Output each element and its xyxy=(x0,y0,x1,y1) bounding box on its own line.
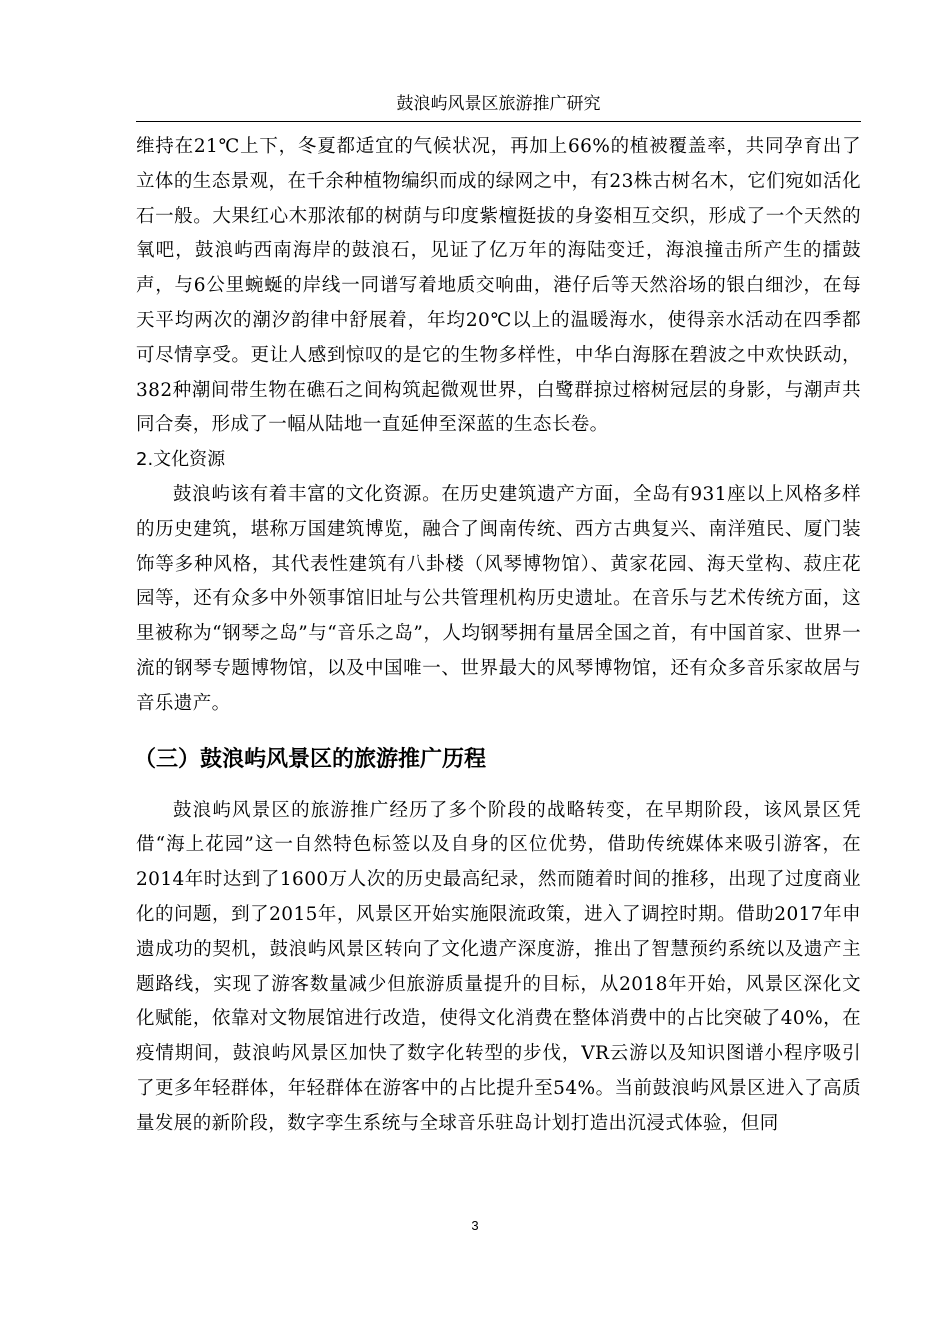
subheading-culture: 2.文化资源 xyxy=(136,449,226,471)
paragraph-culture: 鼓浪屿该有着丰富的文化资源。在历史建筑遗产方面，全岛有931座以上风格多样的历史建筑，堪称万国建筑博览，融合了闽南传统、西方古典复兴、南洋殖民、厦门装饰等多种风格，其代表性建筑有八卦楼（风琴博物馆）、黄家花园、海天堂构、菽庄花园等，还有众多中外领事馆旧址与公共管理机构历史遗址。在音乐与艺术传统方面，这里被称为“钢琴之岛”与“音乐之岛”，人均钢琴拥有量居全国之首，有中国首家、世界一流的钢琴专题博物馆，以及中国唯一、世界最大的风琴博物馆，还有众多音乐家故居与音乐遗产。 xyxy=(136,483,861,714)
page-number: 3 xyxy=(471,1218,479,1233)
header-rule xyxy=(136,121,861,122)
document-body xyxy=(136,130,861,1142)
running-header: 鼓浪屿风景区旅游推广研究 xyxy=(396,94,601,114)
paragraph-ecology: 维持在21℃上下，冬夏都适宜的气候状况，再加上66%的植被覆盖率，共同孕育出了立体的生态景观，在千余种植物编织而成的绿网之中，有23株古树名木，它们宛如活化石一般。大果红心木那浓郁的树荫与印度紫檀挺拔的身姿相互交织，形成了一个天然的氧吧，鼓浪屿西南海岸的鼓浪石，见证了亿万年的海陆变迁，海浪撞击所产生的擂鼓声，与6公里蜿蜒的岸线一同谱写着地质交响曲，港仔后等天然浴场的银白细沙，在每天平均两次的潮汐韵律中舒展着，年均20℃以上的温暖海水，使得亲水活动在四季都可尽情享受。更让人感到惊叹的是它的生物多样性，中华白海豚在碧波之中欢快跃动，382种潮间带生物在礁石之间构筑起微观世界，白鹭群掠过榕树冠层的身影，与潮声共同合奏，形成了一幅从陆地一直延伸至深蓝的生态长卷。 xyxy=(136,136,861,436)
section-heading-promotion: （三）鼓浪屿风景区的旅游推广历程 xyxy=(134,746,487,772)
paragraph-promotion: 鼓浪屿风景区的旅游推广经历了多个阶段的战略转变，在早期阶段，该风景区凭借“海上花园”这一自然特色标签以及自身的区位优势，借助传统媒体来吸引游客，在2014年时达到了1600万人次的历史最高纪录，然而随着时间的推移，出现了过度商业化的问题，到了2015年，风景区开始实施限流政策，进入了调控时期。借助2017年申遗成功的契机，鼓浪屿风景区转向了文化遗产深度游，推出了智慧预约系统以及遗产主题路线，实现了游客数量减少但旅游质量提升的目标，从2018年开始，风景区深化文化赋能，依靠对文物展馆进行改造，使得文化消费在整体消费中的占比突破了40%，在疫情期间，鼓浪屿风景区加快了数字化转型的步伐，VR云游以及知识图谱小程序吸引了更多年轻群体，年轻群体在游客中的占比提升至54%。当前鼓浪屿风景区进入了高质量发展的新阶段，数字孪生系统与全球音乐驻岛计划打造出沉浸式体验，但同 xyxy=(136,799,861,1134)
